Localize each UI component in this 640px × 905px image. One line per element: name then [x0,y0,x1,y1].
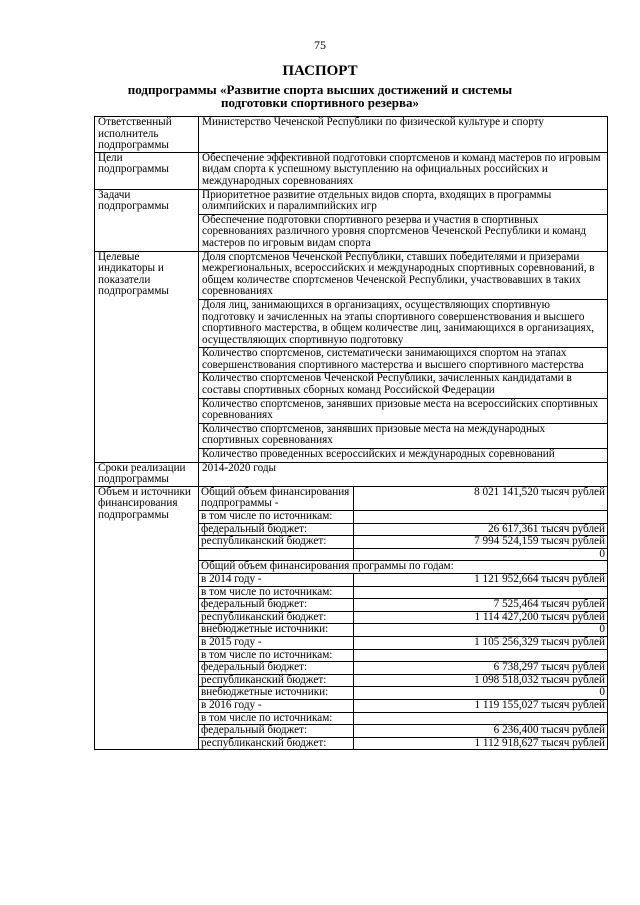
financing-value: 0 [354,687,608,700]
financing-key: республиканский бюджет: [199,536,354,549]
financing-heading: Общий объем финансирования программы по годам: [199,561,607,574]
passport-item: Приоритетное развитие отдельных видов спорта, входящих в программы олимпийских и паралимпийских игр [199,190,607,215]
document-title: ПАСПОРТ [282,63,358,79]
financing-line [199,487,607,511]
financing-key [199,548,354,561]
financing-key: федеральный бюджет: [199,523,354,536]
passport-item: Министерство Чеченской Республики по физической культуре и спорту [202,116,544,128]
passport-row-label: Сроки реализации подпрограммы [95,462,199,486]
financing-key: в том числе по источникам: [199,649,354,662]
financing-line [199,611,607,624]
financing-table [199,487,607,749]
passport-row-content [199,152,608,189]
financing-key: федеральный бюджет: [199,725,354,738]
passport-row-label: Ответственный исполнитель подпрограммы [95,117,199,153]
financing-value [354,712,608,725]
financing-key: в 2014 году - [199,573,354,586]
financing-line [199,599,607,612]
financing-value: 0 [354,548,608,561]
passport-item: Количество спортсменов, занявших призовые места на всероссийских спортивных соревнованиях [199,399,607,424]
financing-line [199,536,607,549]
financing-line [199,737,607,749]
financing-key: республиканский бюджет: [199,611,354,624]
passport-row [95,189,608,251]
passport-row-label: Цели подпрограммы [95,152,199,189]
financing-key: внебюджетные источники: [199,687,354,700]
passport-row-label: Задачи подпрограммы [95,189,199,251]
financing-line [199,586,607,599]
financing-key: внебюджетные источники: [199,624,354,637]
financing-value: 1 114 427,200 тысяч рублей [354,611,608,624]
financing-line [199,725,607,738]
passport-row-content [199,189,608,251]
financing-value: 1 119 155,027 тысяч рублей [354,699,608,712]
financing-line [199,523,607,536]
financing-value: 7 525,464 тысяч рублей [354,599,608,612]
passport-item: Количество спортсменов, занявших призовые места на международных спортивных соревнованиях [199,424,607,449]
financing-value: 6 738,297 тысяч рублей [354,662,608,675]
financing-line [199,712,607,725]
financing-key: федеральный бюджет: [199,599,354,612]
financing-label: Объем и источники финансирования подпрограммы [95,486,199,749]
passport-item: 2014-2020 годы [202,461,277,474]
financing-row [95,486,608,749]
document-subtitle: подпрограммы «Развитие спорта высших достижений и системы подготовки спортивного резерва» [127,82,513,110]
page-number: 75 [314,38,326,52]
financing-value: 26 617,361 тысяч рублей [354,523,608,536]
financing-key: республиканский бюджет: [199,674,354,687]
financing-value: 1 105 256,329 тысяч рублей [354,636,608,649]
financing-line [199,649,607,662]
passport-row [95,117,608,153]
financing-value: 1 098 518,032 тысяч рублей [354,674,608,687]
passport-row-content [199,117,608,153]
passport-row [95,462,608,486]
financing-value: 1 121 952,664 тысяч рублей [354,573,608,586]
financing-line [199,699,607,712]
financing-line [199,674,607,687]
passport-row-content [199,251,608,462]
passport-table [94,116,608,750]
financing-line [199,624,607,637]
passport-row-label: Целевые индикаторы и показатели подпрограммы [95,251,199,462]
passport-item: Количество спортсменов, систематически занимающихся спортом на этапах совершенствования спортивного мастерства и высшего спортивного мастерства [199,348,607,373]
financing-line [199,662,607,675]
financing-value: 7 994 524,159 тысяч рублей [354,536,608,549]
financing-key: в том числе по источникам: [199,511,354,524]
financing-line [199,548,607,561]
passport-item: Обеспечение подготовки спортивного резерва и участия в спортивных соревнованиях различного уровня спортсменов Чеченской Республики и команд мастеров по игровым видам спорта [202,213,587,249]
financing-value [354,649,608,662]
financing-value [354,511,608,524]
passport-row-content [199,462,608,486]
passport-row [95,251,608,462]
financing-value: 1 112 918,627 тысяч рублей [354,737,608,749]
financing-key: в том числе по источникам: [199,712,354,725]
passport-item: Количество спортсменов Чеченской Республики, зачисленных кандидатами в составы спортивных сборных команд Российской Федерации [199,373,607,398]
financing-value: 8 021 141,520 тысяч рублей [474,485,605,498]
financing-value: 0 [354,624,608,637]
financing-content [199,486,608,749]
financing-key: в том числе по источникам: [199,586,354,599]
financing-key: в 2015 году - [199,636,354,649]
financing-key: федеральный бюджет: [199,662,354,675]
financing-key: республиканский бюджет: [199,737,354,749]
financing-line [199,561,607,574]
passport-item: Доля спортсменов Чеченской Республики, ставших победителями и призерами межрегиональных, всероссийских и международных спортивных соревнований, в общем количестве спортсменов Чеченской Республики, участвовавших в таких соревнованиях [199,252,607,300]
financing-line [199,573,607,586]
financing-line [199,511,607,524]
passport-item: Количество проведенных всероссийских и международных соревнований [202,448,555,461]
financing-value: 6 236,400 тысяч рублей [354,725,608,738]
passport-item: Доля лиц, занимающихся в организациях, осуществляющих спортивную подготовку и зачисленных на этапы спортивного совершенствования и высшего спортивного мастерства, в общем количестве лиц, занимающихся в организациях, осуществляющих спортивную подготовку [199,300,607,348]
financing-value [354,586,608,599]
financing-line [199,687,607,700]
passport-table-body [95,117,608,750]
passport-item: Обеспечение эффективной подготовки спортсменов и команд мастеров по игровым видам спорта к успешному выступлению на официальных российских и международных соревнованиях [202,151,601,187]
passport-row [95,152,608,189]
financing-line [199,636,607,649]
financing-key: в 2016 году - [199,699,354,712]
financing-key: Общий объем финансирования подпрограммы - [199,487,354,511]
